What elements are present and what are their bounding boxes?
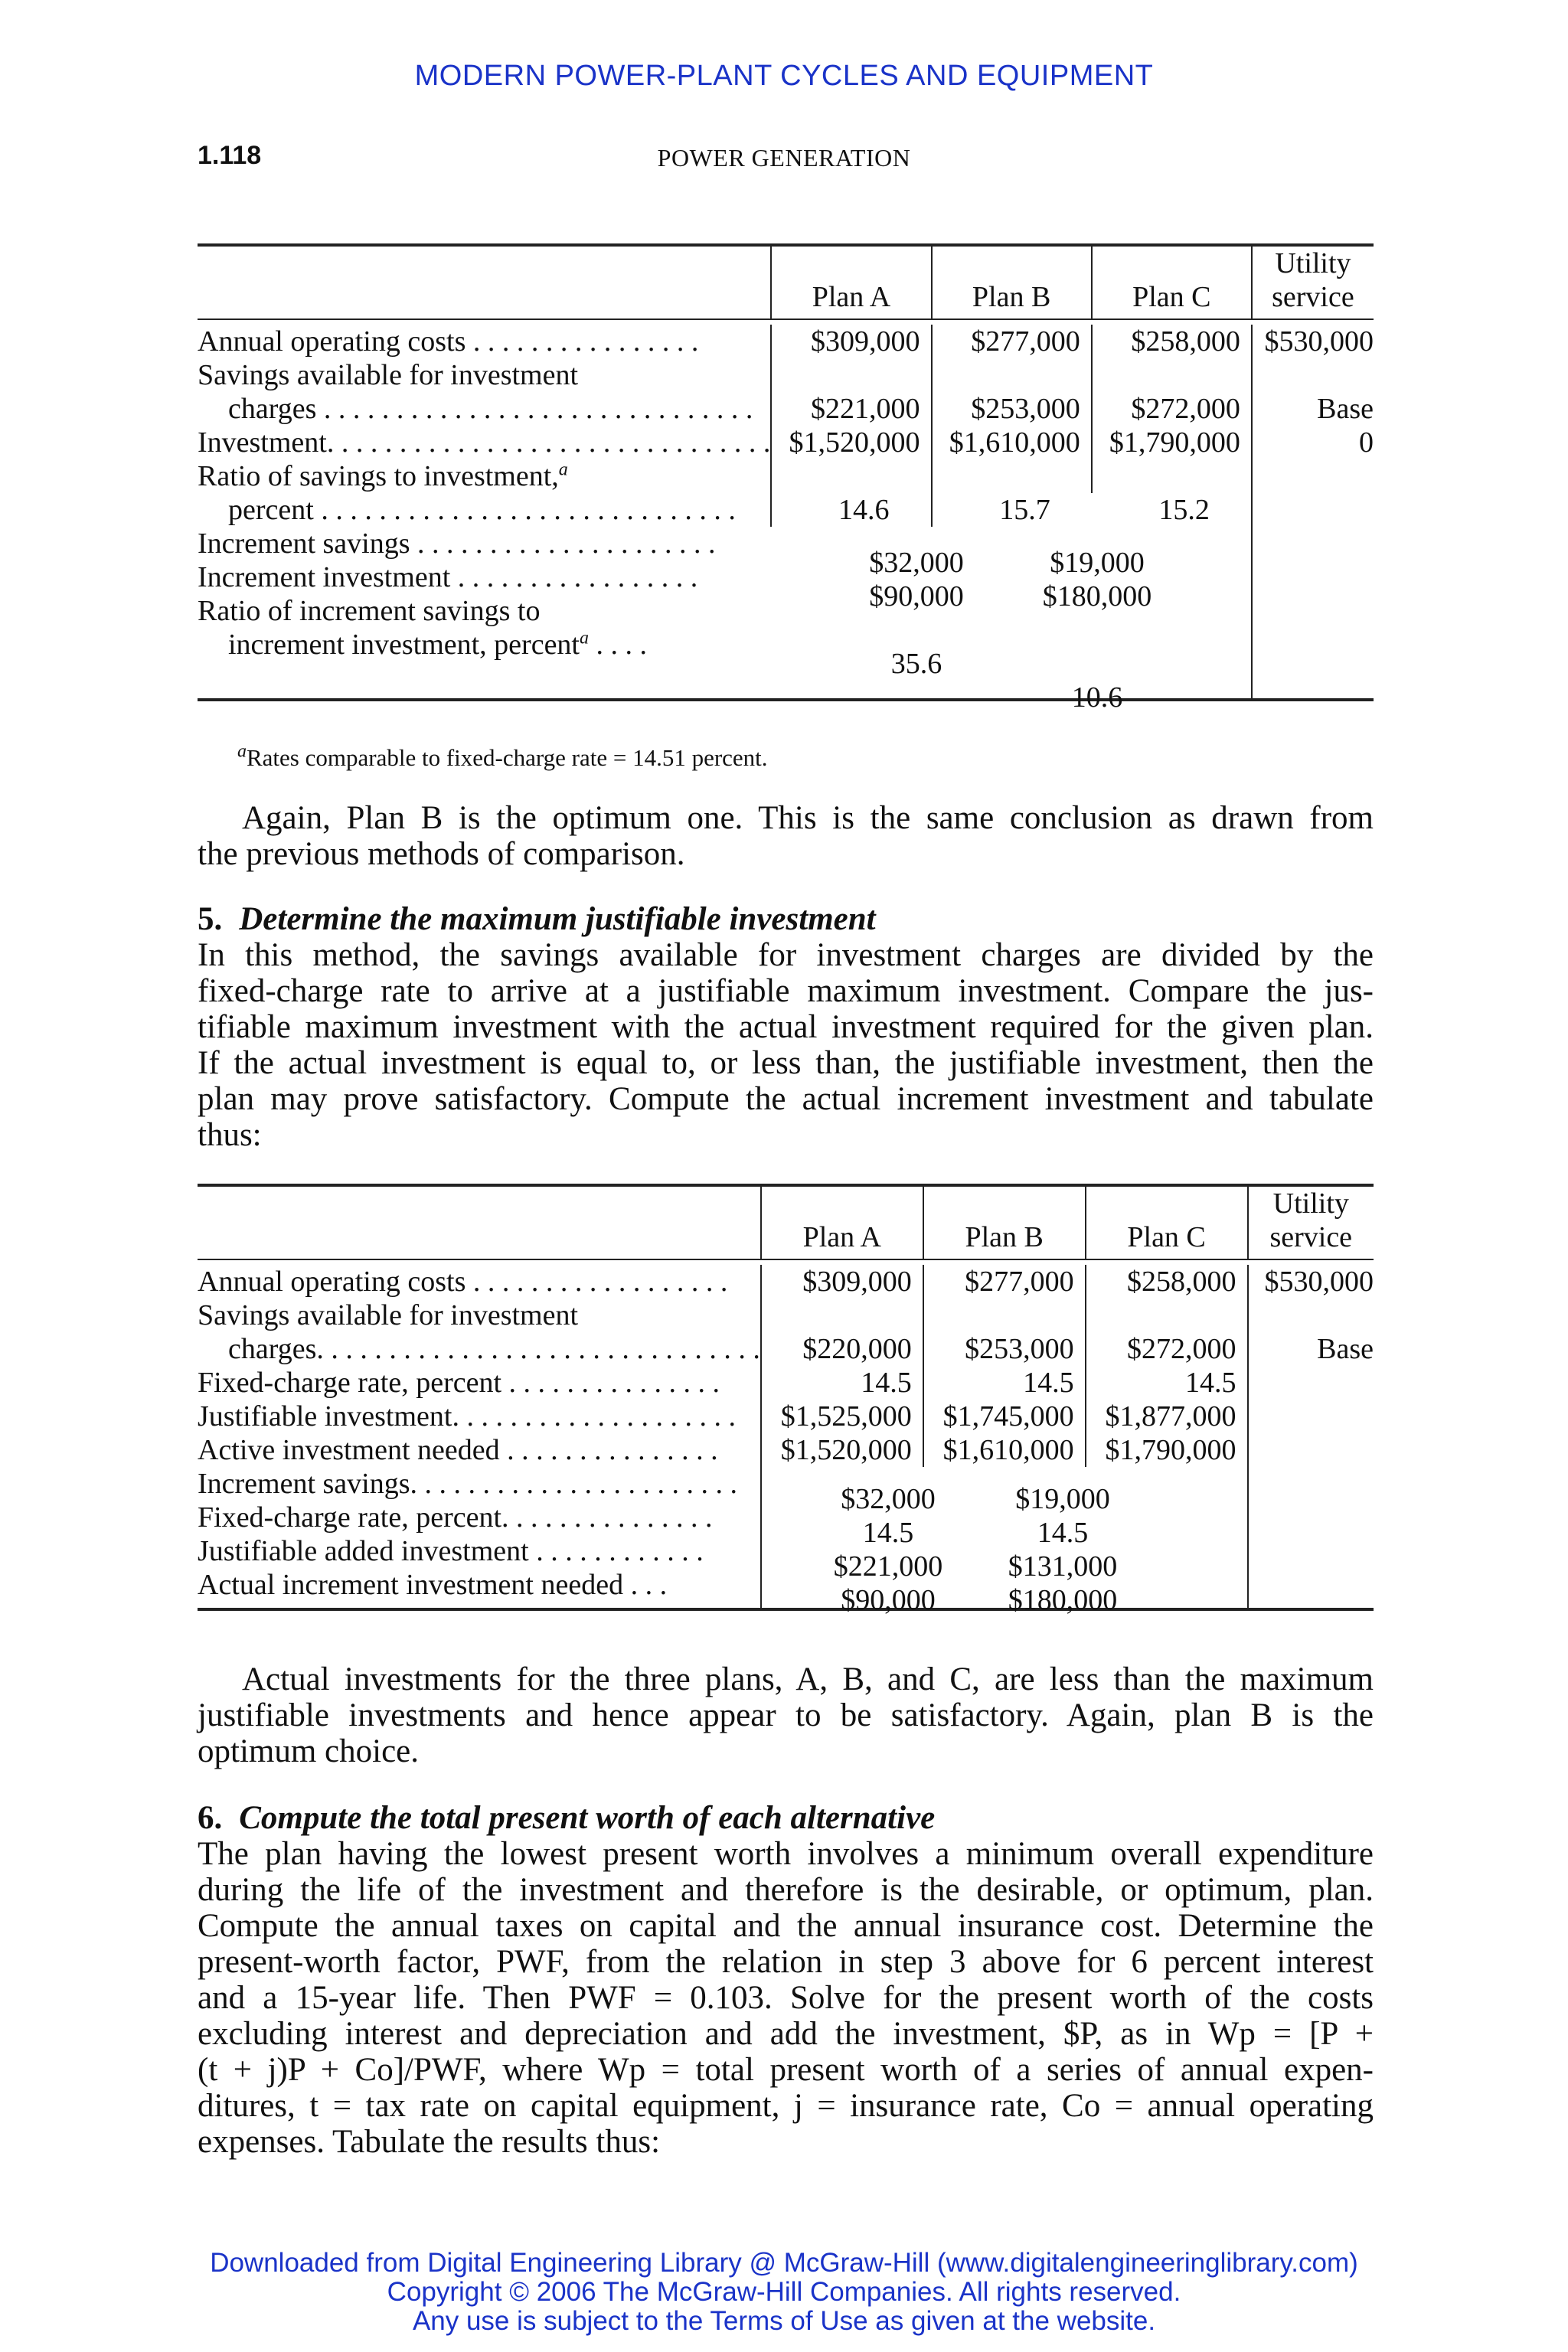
step-6-paragraph: The plan having the lowest present worth involves a minimum overall expenditure during the life of the investment and therefore is the desirable, or optimum, plan. Compute the annual taxes on capital and the annual insurance cost. Determine the present-worth factor, PWF, from the relation in step 3 above for 6 percent interest and a 15-year life. Then PWF = 0.103. Solve for the present worth of the costs excluding interest and depreciation and add the investment, $P, as in Wp = [P + (t + j)P + Co]/PWF, where Wp = total present worth of a series of annual expen- ditures, t = tax rate on capital equipment, j = insurance rate, Co = annual operating expenses. Tabulate the results thus:: [198, 1836, 1374, 2160]
table-row: Fixed-charge rate, percent . . . . . . . . . . . . . . . 14.5 14.5 14.5: [198, 1366, 1374, 1400]
col-header-plan-a: Plan A: [771, 245, 931, 319]
step-5-paragraph: In this method, the savings available for investment charges are divided by the fixed-charge rate to arrive at a justifiable maximum investment. Compare the jus- tifiable maximum investment with the actual investment required for the given plan. If the actual investment is equal to, or less than, the justifiable investment, then the plan may prove satisfactory. Compute the actual increment investment and tabulate thus:: [198, 937, 1374, 1153]
table-row: Increment savings . . . . . . . . . . . . . . . . . . . . .: [198, 527, 1374, 560]
table-row: Fixed-charge rate, percent. . . . . . . . . . . . . . .: [198, 1501, 1374, 1534]
t2-fixed-charge-ab: 14.5: [862, 1517, 914, 1549]
paragraph-plan-b-optimum: Again, Plan B is the optimum one. This is the same conclusion as drawn from the previous methods of comparison.: [198, 800, 1374, 872]
table-row: Annual operating costs . . . . . . . . . . . . . . . . $309,000 $277,000 $258,000 $530,000: [198, 325, 1374, 358]
table-row: Annual operating costs . . . . . . . . . . . . . . . . . . $309,000 $277,000 $258,000 $530,000: [198, 1266, 1374, 1298]
col-header-utility: Utility service: [1252, 245, 1374, 319]
col-header-plan-a: Plan A: [761, 1185, 923, 1259]
footer-download-notice: Downloaded from Digital Engineering Library @ McGraw-Hill (www.digitalengineeringlibrary.com): [210, 2248, 1358, 2278]
step-5-heading: 5. Determine the maximum justifiable investment: [198, 901, 876, 937]
table-row: Actual increment investment needed . . .: [198, 1568, 1374, 1609]
col-header-plan-c: Plan C: [1086, 1185, 1248, 1259]
table-row: Active investment needed . . . . . . . . . . . . . . . $1,520,000 $1,610,000 $1,790,000: [198, 1433, 1374, 1467]
table-row: Ratio of savings to investment,$^a$: [198, 459, 1374, 493]
footer-terms: Any use is subject to the Terms of Use as given at the website.: [412, 2306, 1156, 2336]
comparison-table-1: [198, 243, 1374, 701]
t1-inc-investment-bc: $180,000: [1042, 580, 1152, 612]
table-row: Increment investment . . . . . . . . . . . . . . . . .: [198, 560, 1374, 594]
table-row: Justifiable added investment . . . . . . . . . . . .: [198, 1534, 1374, 1568]
table-row: Savings available for investment: [198, 1298, 1374, 1332]
table-row: Increment savings. . . . . . . . . . . . . . . . . . . . . . .: [198, 1467, 1374, 1501]
t2-inc-savings-ab: $32,000: [841, 1483, 936, 1515]
table-row: increment investment, percent$^a$ . . . .: [198, 628, 1374, 662]
t1-inc-savings-ab: $32,000: [869, 547, 964, 579]
t1-inc-investment-ab: $90,000: [869, 580, 964, 612]
table-header-row: [198, 245, 1374, 319]
table-row: charges. . . . . . . . . . . . . . . . . . . . . . . . . . . . . . . $220,000 $253,000 $272,000 Base: [228, 1333, 1374, 1365]
table-row: Ratio of increment savings to: [198, 594, 1374, 628]
t2-actual-increment-ab: $90,000: [841, 1584, 936, 1616]
table-row: Savings available for investment: [198, 358, 1374, 392]
col-header-plan-b: Plan B: [923, 1185, 1086, 1259]
table-row: Investment. . . . . . . . . . . . . . . . . . . . . . . . . . . . . . . $1,520,000 $1,610,000 $1,790,000 0: [198, 426, 1374, 459]
t2-inc-savings-bc: $19,000: [1015, 1483, 1110, 1515]
t2-justifiable-added-ab: $221,000: [833, 1550, 943, 1583]
t1-ratio-inc-ab: 35.6: [890, 648, 942, 680]
comparison-table-2: [198, 1184, 1374, 1611]
col-header-plan-c: Plan C: [1092, 245, 1252, 319]
table1-footnote: $^a$Rates comparable to fixed-charge rate = 14.51 percent.: [237, 741, 768, 771]
table-row: [198, 662, 1374, 700]
t2-actual-increment-bc: $180,000: [1008, 1584, 1118, 1616]
table-row: Justifiable investment. . . . . . . . . . . . . . . . . . . . $1,525,000 $1,745,000 $1,877,000: [198, 1400, 1374, 1433]
paragraph-actual-investments: Actual investments for the three plans, A, B, and C, are less than the maximum justifiable investments and hence appear to be satisfactory. Again, plan B is the optimum choice.: [198, 1661, 1374, 1769]
table-header-row: [198, 1185, 1374, 1259]
book-title-banner: MODERN POWER-PLANT CYCLES AND EQUIPMENT: [414, 60, 1154, 92]
footer-copyright: Copyright © 2006 The McGraw-Hill Companies. All rights reserved.: [387, 2277, 1181, 2307]
t1-ratio-inc-bc: 10.6: [1071, 681, 1123, 714]
t1-inc-savings-bc: $19,000: [1050, 547, 1145, 579]
t2-fixed-charge-bc: 14.5: [1037, 1517, 1089, 1549]
table-row: percent . . . . . . . . . . . . . . . . . . . . . . . . . . . . . 14.6 15.7 15.2: [198, 493, 1374, 527]
col-header-plan-b: Plan B: [932, 245, 1092, 319]
t2-justifiable-added-bc: $131,000: [1008, 1550, 1118, 1583]
table-row: charges . . . . . . . . . . . . . . . . . . . . . . . . . . . . . . $221,000 $253,000 $272,000 Base: [228, 393, 1374, 425]
col-header-utility: Utility service: [1248, 1185, 1374, 1259]
step-6-heading: 6. Compute the total present worth of each alternative: [198, 1800, 936, 1836]
running-head: POWER GENERATION: [657, 144, 911, 172]
page-number: 1.118: [198, 141, 262, 170]
